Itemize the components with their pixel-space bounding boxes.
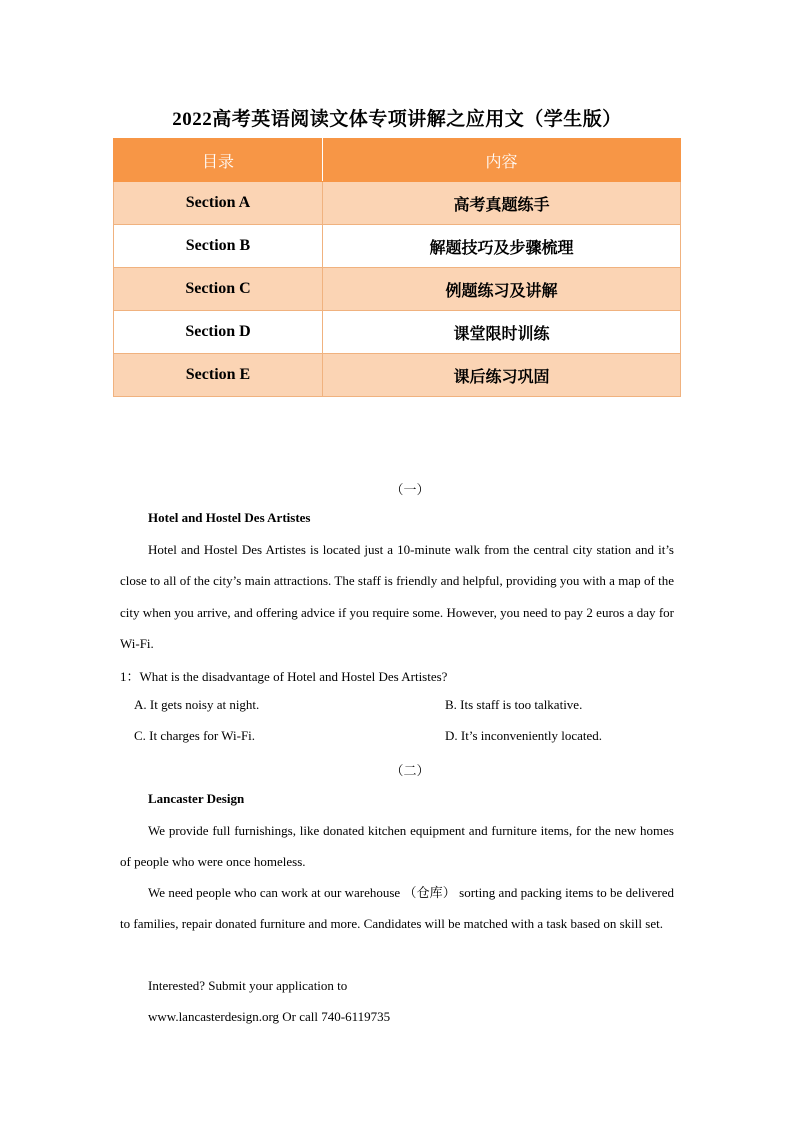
toc-section-cell: Section C: [114, 268, 323, 311]
toc-section-cell: Section A: [114, 182, 323, 225]
toc-header-row: [114, 139, 681, 182]
toc-section-cell: Section E: [114, 354, 323, 397]
part2-paragraph-1: We provide full furnishings, like donated kitchen equipment and furniture items, for the new homes of people who were once homeless.: [120, 823, 674, 870]
option-a: A. It gets noisy at night.: [134, 697, 260, 712]
table-row: [114, 268, 681, 311]
option-c: C. It charges for Wi-Fi.: [134, 728, 256, 743]
table-row: [114, 354, 681, 397]
part2-contact: www.lancasterdesign.org Or call 740-6119735: [148, 1009, 391, 1024]
part1-marker: （一）: [390, 482, 430, 497]
toc-content-cell: 课堂限时训练: [323, 311, 681, 354]
option-b: B. Its staff is too talkative.: [445, 697, 583, 712]
table-row: [114, 225, 681, 268]
table-row: [114, 182, 681, 225]
toc-header-content: 内容: [323, 139, 681, 182]
part2-marker: （二）: [390, 763, 430, 778]
part2-heading: Lancaster Design: [148, 791, 245, 806]
document-title: 2022高考英语阅读文体专项讲解之应用文（学生版）: [172, 109, 622, 130]
toc-section-cell: Section B: [114, 225, 323, 268]
toc-content-cell: 高考真题练手: [323, 182, 681, 225]
table-row: [114, 311, 681, 354]
toc-section-cell: Section D: [114, 311, 323, 354]
part2-paragraph-3: Interested? Submit your application to: [148, 978, 348, 993]
option-d: D. It’s inconveniently located.: [445, 728, 603, 743]
toc-content-cell: 课后练习巩固: [323, 354, 681, 397]
toc-header-section: 目录: [114, 139, 323, 182]
part1-heading: Hotel and Hostel Des Artistes: [148, 510, 311, 525]
toc-content-cell: 解题技巧及步骤梳理: [323, 225, 681, 268]
table-of-contents: [113, 138, 681, 397]
part2-paragraph-2: We need people who can work at our warehouse （仓库） sorting and packing items to be delivered to families, repair donated furniture and more. Candidates will be matched with a task based on skill set.: [120, 885, 674, 932]
question-1: 1：What is the disadvantage of Hotel and Hostel Des Artistes?: [120, 669, 448, 684]
part1-passage: Hotel and Hostel Des Artistes is located just a 10-minute walk from the central city station and it’s close to all of the city’s main attractions. The staff is friendly and helpful, providing you with a map of the city when you arrive, and offering advice if you require some. However, you need to pay 2 euros a day for Wi-Fi.: [120, 542, 674, 651]
toc-content-cell: 例题练习及讲解: [323, 268, 681, 311]
